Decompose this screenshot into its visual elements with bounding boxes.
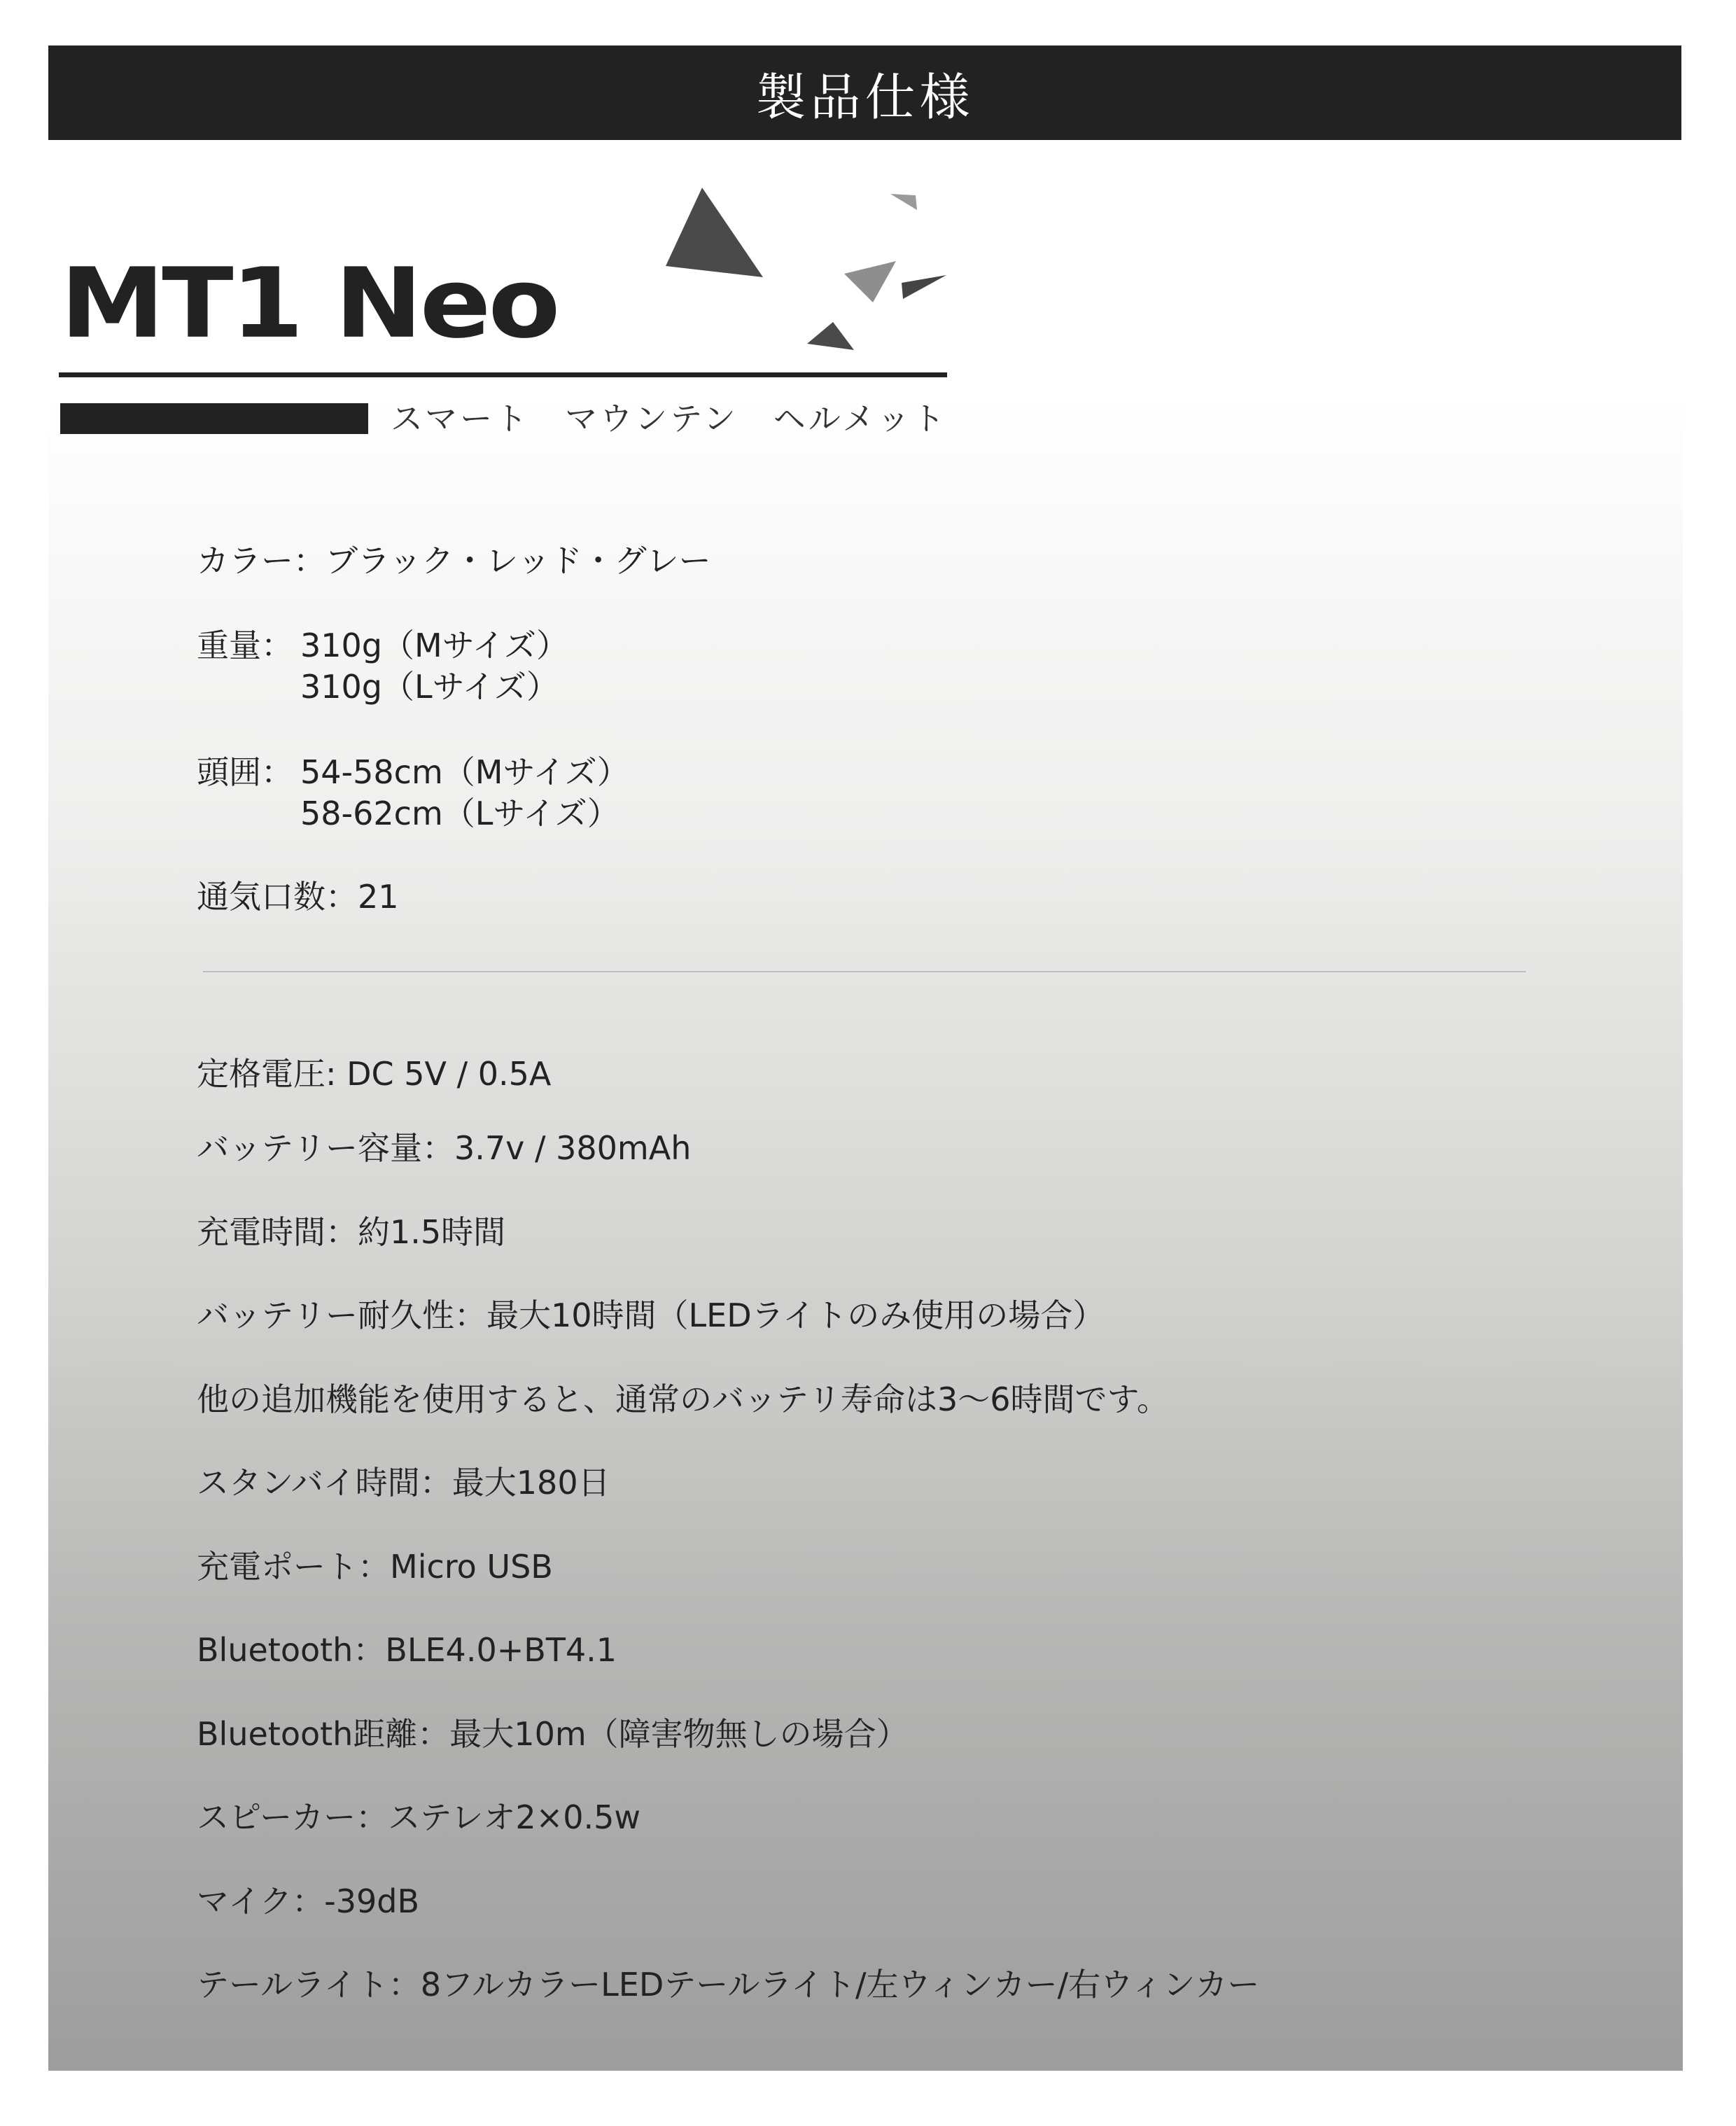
- spec-charge-port: 充電ポート：Micro USB: [197, 1548, 553, 1586]
- spec-taillight: テールライト：8フルカラーLEDテールライト/左ウィンカー/右ウィンカー: [197, 1966, 1260, 2003]
- spec-charge-time: 充電時間：約1.5時間: [197, 1213, 506, 1251]
- spec-speaker: スピーカー：ステレオ2×0.5w: [197, 1798, 640, 1836]
- tagline-bar: [60, 403, 368, 434]
- triangle-grey: [844, 261, 896, 302]
- spec-value: 58-62cm（Lサイズ）: [300, 795, 620, 832]
- spec-head-size: [197, 752, 629, 792]
- spec-label: 頭囲：: [197, 753, 293, 791]
- spec-microphone: マイク：-39dB: [197, 1882, 420, 1920]
- spec-weight-line2: [197, 666, 559, 707]
- triangle-large: [666, 188, 763, 277]
- product-name-underline: [59, 372, 947, 377]
- spec-weight: [197, 625, 568, 666]
- spec-bluetooth: Bluetooth：BLE4.0+BT4.1: [197, 1631, 617, 1669]
- spec-label: カラー：: [197, 542, 326, 580]
- tagline: スマート マウンテン ヘルメット: [391, 400, 948, 438]
- spec-value: 54-58cm（Mサイズ）: [300, 753, 629, 791]
- spec-value: 21: [358, 878, 399, 916]
- spec-vents: [197, 876, 399, 917]
- triangle-bottom: [807, 322, 854, 350]
- spec-head-size-line2: [197, 793, 620, 834]
- triangle-dark-right: [902, 275, 946, 299]
- spec-label: 重量：: [197, 627, 293, 664]
- spec-color: [197, 540, 711, 581]
- page-title: 製品仕様: [755, 67, 974, 127]
- spec-value: 310g（Lサイズ）: [300, 668, 559, 706]
- triangle-small-top: [890, 194, 917, 210]
- spec-bluetooth-range: Bluetooth距離：最大10m（障害物無しの場合）: [197, 1715, 909, 1753]
- product-name: MT1 Neo: [60, 247, 558, 361]
- spec-value: ブラック・レッド・グレー: [326, 542, 711, 580]
- spec-value: 310g（Mサイズ）: [300, 627, 569, 664]
- spec-label: 通気口数：: [197, 878, 358, 916]
- spec-battery-note: 他の追加機能を使用すると、通常のバッテリ寿命は3～6時間です。: [197, 1380, 1169, 1418]
- spec-standby-time: スタンバイ時間：最大180日: [197, 1464, 610, 1502]
- spec-battery-life: バッテリー耐久性：最大10時間（LEDライトのみ使用の場合）: [197, 1296, 1105, 1334]
- spec-battery-capacity: バッテリー容量：3.7v / 380mAh: [197, 1129, 692, 1167]
- spec-rated-voltage: 定格電圧: DC 5V / 0.5A: [197, 1055, 552, 1093]
- section-divider: [203, 971, 1526, 972]
